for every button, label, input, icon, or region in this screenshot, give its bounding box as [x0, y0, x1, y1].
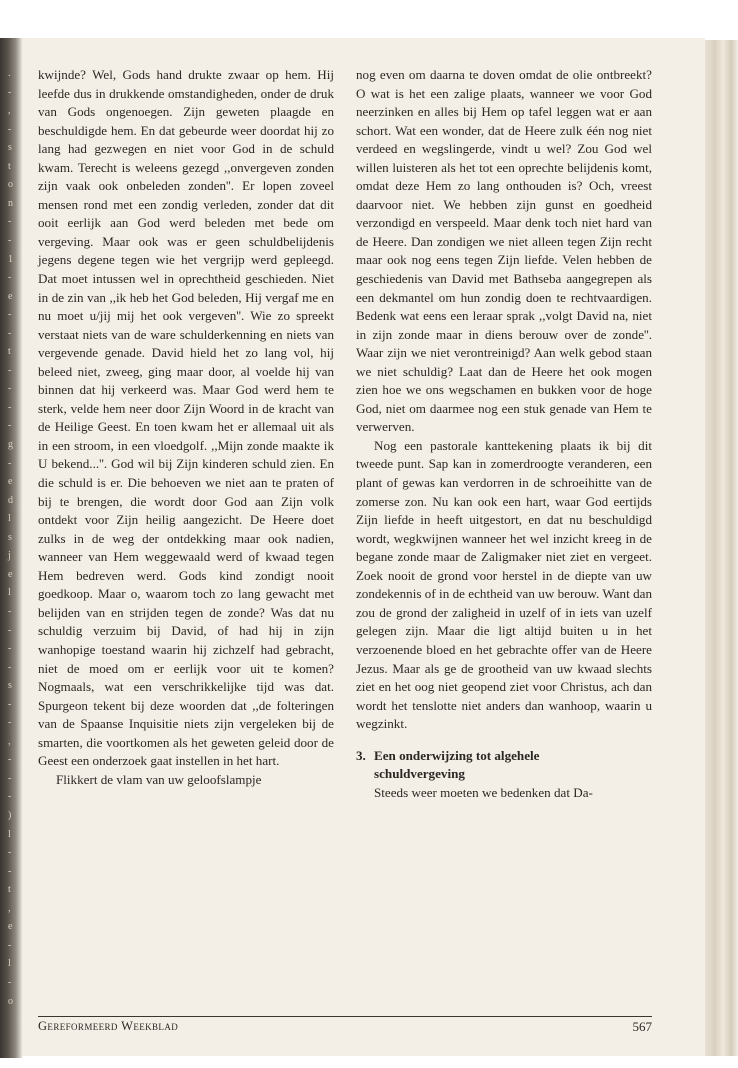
right-paragraph-2: Nog een pastorale kanttekening plaats ik bij dit tweede punt. Sap kan in zomerdroogte veranderen, een plant of gewas kan verdorren in de schroeihitte van de zomerse zon. Nu kan ook een hart, waar God eertijds Zijn liefde in heeft uitgestort, en dat nu beschuldigd wordt, wegkwijnen wanneer het wel inzicht kreeg in de begane zonde maar de Zaligmaker niet ziet en vergeet. Zoek nooit de grond voor herstel in de diepte van uw zondekennis of in de echtheid van uw berouw. Want dan zou de grond der zaligheid in uzelf of in iets van uzelf gelegen zijn. Maar die ligt altijd buiten u in het verzoenende bloed en het gebrachte offer van de Heere Jezus. Maar als ge de grootheid van uw kwaad slechts ziet en het oog niet geopend ziet voor Christus, ach dan wordt het tenslotte niet anders dan wanhoop, waarin u wegzinkt.	[356, 437, 652, 732]
gutter-fragment: -	[8, 383, 12, 395]
gutter-fragment: -	[8, 420, 12, 432]
gutter-fragment: o	[8, 995, 13, 1007]
gutter-fragment: -	[8, 457, 12, 469]
gutter-fragment: -	[8, 661, 12, 673]
gutter-fragment: -	[8, 86, 12, 98]
page-edge	[705, 40, 738, 1056]
gutter-fragment: -	[8, 401, 12, 413]
gutter-fragment: -	[8, 605, 12, 617]
gutter-fragment: -	[8, 123, 12, 135]
left-paragraph-1: kwijnde? Wel, Gods hand drukte zwaar op hem. Hij leefde dus in drukkende omstandigheden, onder de druk van Gods ongenoegen. Zijn geweten plaagde en beschuldigde hem. En dat gebeurde weer doordat hij zo lang had gezwegen en niet voor God in de schuld kwam. Terecht is weleens gezegd ,,onvergeven zonden zijn vaak ook onbeleden zonden''. Er lopen zoveel mensen rond met een zondig verleden, zonder dat dit ooit eerlijk aan God werd beleden met bede om vergeving. Maar ook was er geen schuldbelijdenis jegens degene tegen wie het vergrijp werd gepleegd. Dat moet intussen wel in oprechtheid geschieden. Niet in de zin van ,,ik heb het God beleden, Hij vergaf me en nu moet u/jij mij het ook vergeven''. Wie zo spreekt verstaat niets van de ware schulderkenning en niets van vergevende genade. David hield het zo lang vol, hij beleed niet, zweeg, ging maar door, al voelde hij van binnen dat hij verkeerd was. Maar God werd hem te sterk, velde hem neer door Zijn Woord in de kracht van de Heilige Geest. En toen kwam het er allemaal uit als in een stroom, in een vloedgolf. ,,Mijn zonde maakte ik U bekend...''. God wil bij Zijn kinderen schuld zien. En die schuld is er. Die behoeven we niet aan te praten of bij te brengen, die wordt door God aan Zijn volk ontdekt voor Zijn heilig aangezicht. De Heere doet zulks in de weg der ontdekking maar ook nadien, wanneer van Hem weggewaald werd of kwaad tegen Hem bedreven werd. Gods kind zondigt nooit goedkoop. Maar o, waarom toch zo lang gewacht met belijden van en strijden tegen de zonde? Was dat nu schuldig verzuim bij David, of had hij in zijn wanhopige toestand waarin hij zichzelf had gebracht, niet de moed om er eerlijk voor uit te komen? Nogmaals, wat een verschrikkelijke tijd was dat. Spurgeon tekent bij deze woorden dat ,,de folteringen van de Spaanse Inquisitie niets zijn vergeleken bij de smarten, die voortkomen als het geweten geleid door de Geest een onderzoek gaat instellen in het hart.	[38, 67, 334, 769]
gutter-fragment: l	[8, 513, 11, 525]
gutter-fragment: e	[8, 476, 13, 488]
section-heading	[356, 747, 652, 784]
gutter-fragment: s	[8, 680, 12, 692]
gutter-fragment: -	[8, 216, 12, 228]
gutter-fragment: -	[8, 327, 12, 339]
gutter-fragment: -	[8, 272, 12, 284]
gutter-fragment: -	[8, 865, 12, 877]
gutter-fragment: s	[8, 142, 12, 154]
footer-rule	[38, 1016, 652, 1017]
gutter-fragment: t	[8, 346, 11, 358]
facing-page-gutter	[0, 38, 22, 1058]
gutter-fragment: -	[8, 976, 12, 988]
gutter-fragment: ,	[8, 902, 11, 914]
gutter-fragment: t	[8, 884, 11, 896]
gutter-fragment: e	[8, 921, 13, 933]
gutter-fragment: t	[8, 160, 11, 172]
gutter-fragment: e	[8, 290, 13, 302]
gutter-fragment: l	[8, 587, 11, 599]
gutter-fragment: g	[8, 439, 13, 450]
gutter-fragment: -	[8, 624, 12, 636]
right-paragraph-3: Steeds weer moeten we bedenken dat Da-	[374, 784, 593, 800]
page-number: 567	[632, 1019, 652, 1034]
gutter-fragment: -	[8, 364, 12, 376]
gutter-fragment: -	[8, 847, 12, 859]
section-heading-line1: Een onderwijzing tot algehele	[374, 747, 540, 763]
gutter-fragment: -	[8, 309, 12, 321]
section-number: 3.	[356, 747, 366, 763]
gutter-fragment: e	[8, 568, 13, 580]
gutter-fragment: -	[8, 717, 12, 729]
gutter-fragment: ,	[8, 105, 11, 117]
gutter-fragment: -	[8, 643, 12, 655]
gutter-fragment: -	[8, 698, 12, 710]
gutter-fragment: l	[8, 958, 11, 970]
section-heading-line2: schuldvergeving	[374, 766, 465, 782]
gutter-fragment: )	[8, 810, 12, 821]
gutter-fragment: -	[8, 754, 12, 766]
right-paragraph-1: nog even om daarna te doven omdat de olie ontbreekt? O wat is het een zalige plaats, wanneer we voor God neerzinken en alles bij Hem op tafel leggen wat er aan schort. Wat een wonder, dat de Heere zulk één nog niet verdeed en wegslingerde, vindt u wel? Zou God wel willen luisteren als het tot een oprechte belijdenis komt, omdat deze Hem zo lang onthouden is? Och, vreest daarvoor niet. We hebben zijn gunst en goedheid verzondigd en verspeeld. Maar denk toch niet hard van de Heere. Dan zondigen we niet alleen tegen Zijn recht maar ook nog eens tegen Zijn liefde. Velen hebben de geschiedenis van David met Bathseba aangegrepen als een dekmantel om hun zondig doen te rechtvaardigen. Bedenk wat eens een leraar sprak ,,volgt David na, niet in zijn zonde maar in diens berouw over de zonde''. Waar zijn we niet verontreinigd? Aan welk gebod staan we niet schuldig? Laat dan de Heere het ook mogen zien hoe we ons wegschamen en bukken voor de hoge God, niet om daarmee nog een stuk genade van Hem te verwerven.	[356, 67, 652, 435]
gutter-fragment: s	[8, 531, 12, 543]
left-column	[38, 66, 334, 789]
gutter-fragment: l	[8, 828, 11, 840]
gutter-fragment: .	[8, 68, 11, 79]
gutter-fragment: o	[8, 179, 13, 191]
footer-title: Gereformeerd Weekblad	[38, 1019, 179, 1033]
gutter-fragment: -	[8, 772, 12, 784]
right-column	[356, 66, 652, 802]
gutter-fragment: 1	[8, 253, 13, 265]
gutter-fragment: -	[8, 791, 12, 803]
gutter-fragment: n	[8, 197, 13, 209]
gutter-fragment: -	[8, 234, 12, 246]
gutter-fragment: d	[8, 494, 13, 506]
gutter-fragment: ,	[8, 735, 11, 747]
gutter-fragment: -	[8, 939, 12, 951]
left-paragraph-2: Flikkert de vlam van uw geloofslampje	[56, 771, 262, 787]
gutter-fragment: j	[8, 550, 11, 562]
